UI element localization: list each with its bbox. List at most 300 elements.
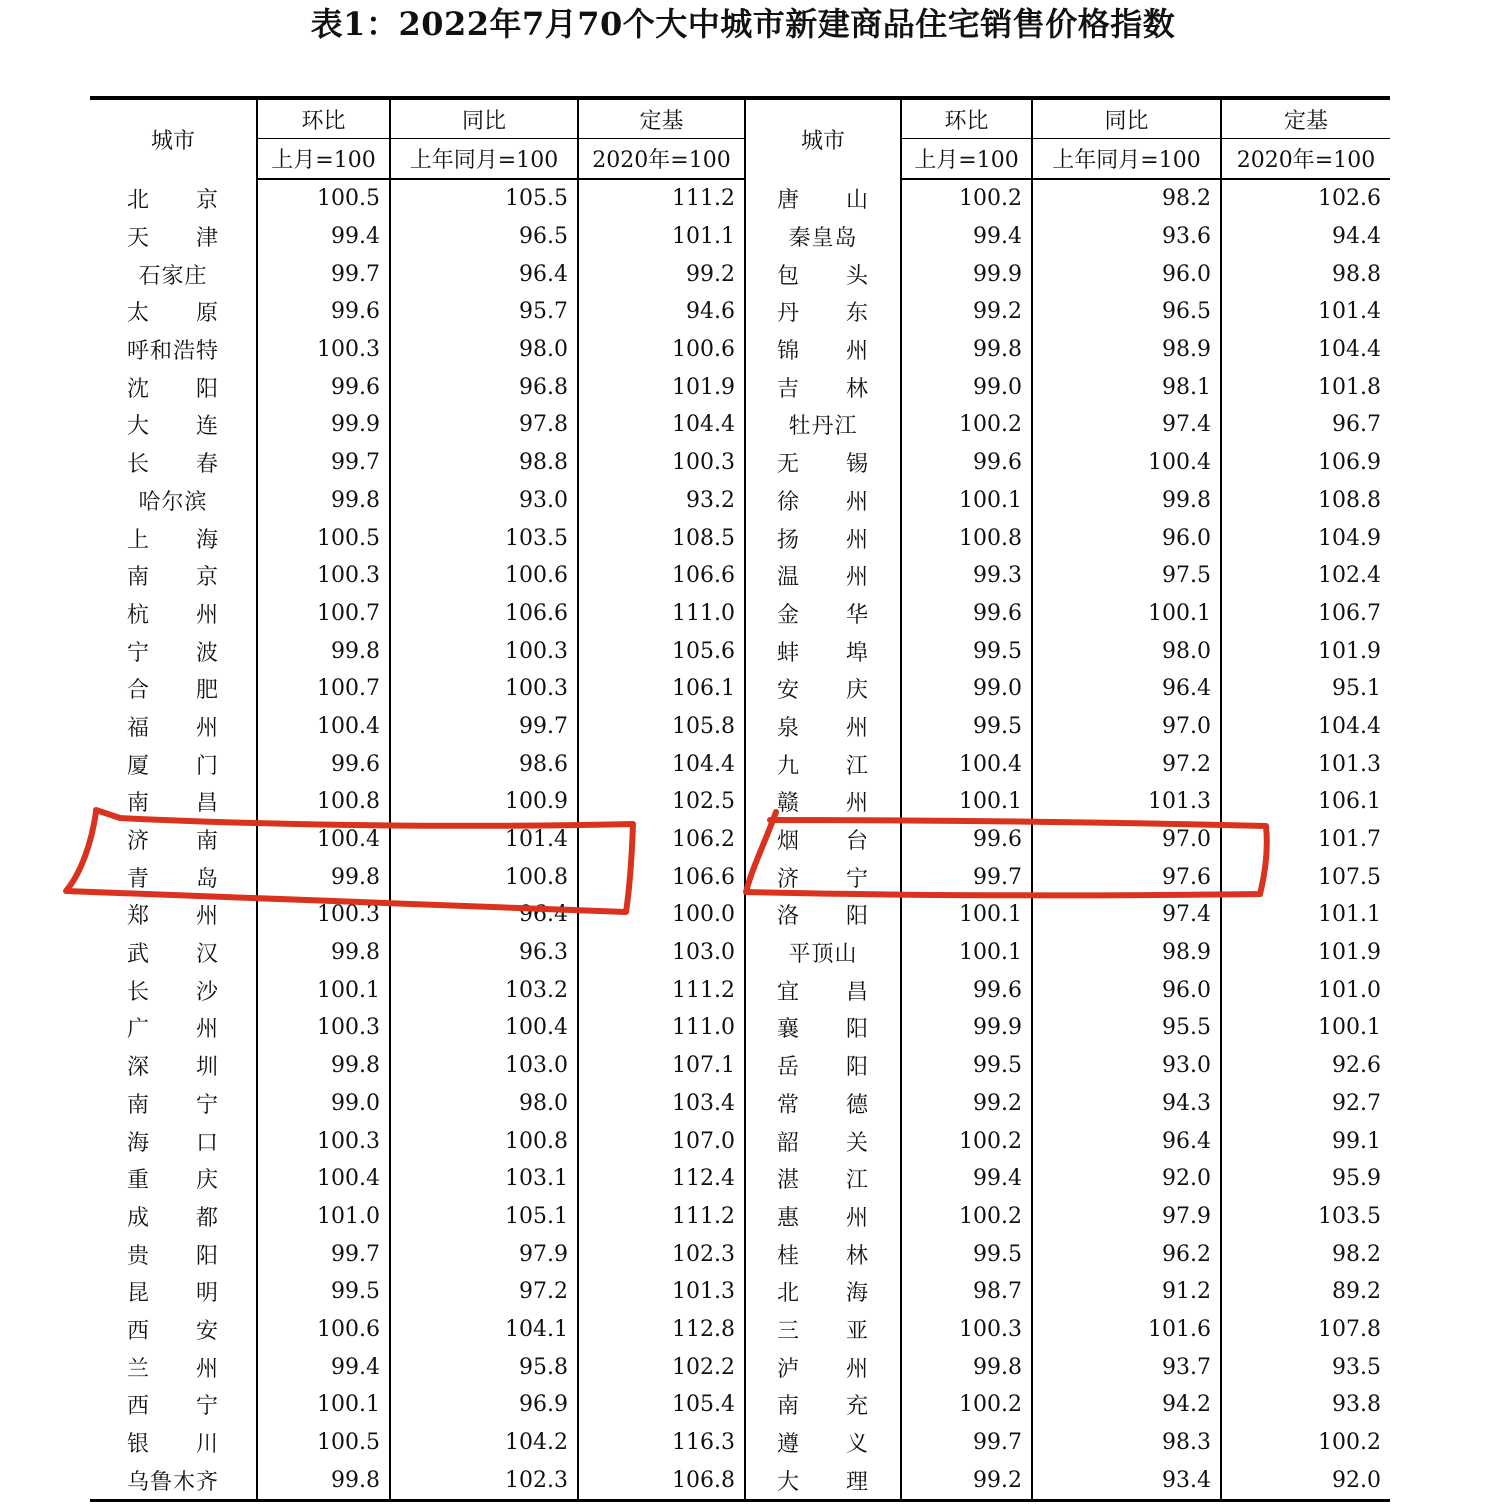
header-yoy-sub-left: 上年同月=100 [390, 139, 578, 180]
header-fixed-left: 定基 [578, 98, 745, 139]
left-yoy-cell: 96.3 [390, 934, 578, 972]
left-yoy-cell: 97.9 [390, 1235, 578, 1273]
left-yoy-cell: 96.4 [390, 896, 578, 934]
right-mom-cell: 99.5 [901, 708, 1032, 746]
left-fixed-cell: 105.8 [578, 708, 745, 746]
right-city-cell: 安 庆 [745, 670, 901, 708]
left-yoy-cell: 106.6 [390, 595, 578, 633]
table-row [90, 255, 1390, 293]
right-yoy-cell: 97.4 [1032, 406, 1221, 444]
left-fixed-cell: 112.4 [578, 1160, 745, 1198]
right-fixed-cell: 95.1 [1332, 676, 1381, 702]
left-yoy-cell: 98.0 [390, 331, 578, 369]
left-yoy-cell: 103.1 [390, 1160, 578, 1198]
left-yoy-cell: 100.3 [390, 670, 578, 708]
right-fixed-cell: 101.9 [1318, 940, 1381, 966]
right-fixed-cell: 107.8 [1318, 1316, 1381, 1342]
left-city-cell: 长 春 [90, 444, 257, 482]
left-fixed-cell: 104.4 [578, 745, 745, 783]
left-mom-cell: 99.9 [257, 406, 390, 444]
right-city-cell: 丹 东 [745, 293, 901, 331]
left-yoy-cell: 98.0 [390, 1085, 578, 1123]
table-row [90, 1386, 1390, 1424]
right-city-cell: 九 江 [745, 745, 901, 783]
table-row [90, 293, 1390, 331]
left-city-cell: 银 川 [90, 1424, 257, 1462]
right-mom-cell: 99.6 [901, 444, 1032, 482]
right-mom-cell: 98.7 [901, 1273, 1032, 1311]
left-fixed-cell: 111.2 [578, 971, 745, 1009]
left-mom-cell: 99.8 [257, 858, 390, 896]
left-yoy-cell: 101.4 [390, 821, 578, 859]
right-yoy-cell: 100.4 [1032, 444, 1221, 482]
left-city-cell: 济 南 [90, 821, 257, 859]
table-row [90, 1009, 1390, 1047]
left-mom-cell: 99.5 [257, 1273, 390, 1311]
table-row [90, 331, 1390, 369]
left-yoy-cell: 100.4 [390, 1009, 578, 1047]
right-yoy-cell: 96.0 [1032, 255, 1221, 293]
right-city-cell: 蚌 埠 [745, 632, 901, 670]
left-city-cell: 呼和浩特 [90, 331, 257, 369]
table-row [90, 1311, 1390, 1349]
left-mom-cell: 99.0 [257, 1085, 390, 1123]
right-fixed-cell: 94.4 [1332, 224, 1381, 250]
left-city-cell: 杭 州 [90, 595, 257, 633]
right-fixed-cell: 108.8 [1318, 487, 1381, 513]
left-yoy-cell: 105.5 [390, 179, 578, 218]
left-fixed-cell: 103.0 [578, 934, 745, 972]
header-city-right: 城市 [745, 98, 901, 179]
right-city-cell: 泸 州 [745, 1348, 901, 1386]
right-yoy-cell: 96.2 [1032, 1235, 1221, 1273]
left-fixed-cell: 105.6 [578, 632, 745, 670]
right-fixed-cell: 92.0 [1332, 1467, 1381, 1493]
right-yoy-cell: 93.0 [1032, 1047, 1221, 1085]
right-city-cell: 南 充 [745, 1386, 901, 1424]
left-city-cell: 南 京 [90, 557, 257, 595]
left-mom-cell: 99.7 [257, 255, 390, 293]
right-fixed-cell: 89.2 [1332, 1279, 1381, 1305]
right-city-cell: 常 德 [745, 1085, 901, 1123]
right-fixed-cell: 101.0 [1318, 977, 1381, 1003]
right-mom-cell: 99.6 [901, 821, 1032, 859]
left-city-cell: 大 连 [90, 406, 257, 444]
left-mom-cell: 100.3 [257, 331, 390, 369]
right-mom-cell: 99.7 [901, 858, 1032, 896]
right-fixed-cell: 102.6 [1318, 186, 1381, 212]
right-city-cell: 三 亚 [745, 1311, 901, 1349]
table-row [90, 368, 1390, 406]
right-city-cell: 金 华 [745, 595, 901, 633]
right-city-cell: 吉 林 [745, 368, 901, 406]
left-fixed-cell: 107.0 [578, 1122, 745, 1160]
right-city-cell: 包 头 [745, 255, 901, 293]
left-city-cell: 昆 明 [90, 1273, 257, 1311]
header-mom-sub-right: 上月=100 [901, 139, 1032, 180]
right-fixed-cell: 92.6 [1332, 1053, 1381, 1079]
left-city-cell: 广 州 [90, 1009, 257, 1047]
right-yoy-cell: 101.6 [1032, 1311, 1221, 1349]
left-yoy-cell: 104.1 [390, 1311, 578, 1349]
left-city-cell: 宁 波 [90, 632, 257, 670]
right-yoy-cell: 96.0 [1032, 519, 1221, 557]
left-city-cell: 青 岛 [90, 858, 257, 896]
right-fixed-cell: 103.5 [1318, 1203, 1381, 1229]
left-fixed-cell: 106.1 [578, 670, 745, 708]
right-yoy-cell: 98.2 [1032, 179, 1221, 218]
left-yoy-cell: 100.8 [390, 1122, 578, 1160]
table-row [90, 971, 1390, 1009]
right-city-cell: 济 宁 [745, 858, 901, 896]
table-row [90, 1235, 1390, 1273]
right-fixed-cell: 106.1 [1318, 789, 1381, 815]
left-fixed-cell: 101.1 [578, 218, 745, 256]
left-city-cell: 南 宁 [90, 1085, 257, 1123]
header-mom-left: 环比 [257, 98, 390, 139]
left-fixed-cell: 106.6 [578, 858, 745, 896]
right-yoy-cell: 95.5 [1032, 1009, 1221, 1047]
left-city-cell: 长 沙 [90, 971, 257, 1009]
left-yoy-cell: 93.0 [390, 482, 578, 520]
right-mom-cell: 100.1 [901, 482, 1032, 520]
left-yoy-cell: 103.2 [390, 971, 578, 1009]
left-mom-cell: 100.5 [257, 179, 390, 218]
left-mom-cell: 99.8 [257, 1047, 390, 1085]
left-city-cell: 上 海 [90, 519, 257, 557]
table-row [90, 1122, 1390, 1160]
table-row [90, 179, 1390, 218]
left-city-cell: 深 圳 [90, 1047, 257, 1085]
right-yoy-cell: 98.1 [1032, 368, 1221, 406]
table-row [90, 896, 1390, 934]
right-mom-cell: 99.5 [901, 632, 1032, 670]
right-fixed-cell: 101.3 [1318, 751, 1381, 777]
left-fixed-cell: 112.8 [578, 1311, 745, 1349]
left-mom-cell: 100.7 [257, 670, 390, 708]
right-yoy-cell: 96.4 [1032, 670, 1221, 708]
right-fixed-cell: 107.5 [1318, 864, 1381, 890]
right-city-cell: 湛 江 [745, 1160, 901, 1198]
right-yoy-cell: 97.4 [1032, 896, 1221, 934]
right-city-cell: 秦皇岛 [745, 218, 901, 256]
right-mom-cell: 100.3 [901, 1311, 1032, 1349]
left-fixed-cell: 104.4 [578, 406, 745, 444]
table-row [90, 745, 1390, 783]
table-row [90, 1047, 1390, 1085]
left-city-cell: 成 都 [90, 1198, 257, 1236]
table-row [90, 1424, 1390, 1462]
right-mom-cell: 99.6 [901, 971, 1032, 1009]
right-city-cell: 温 州 [745, 557, 901, 595]
left-fixed-cell: 99.2 [578, 255, 745, 293]
left-mom-cell: 100.5 [257, 1424, 390, 1462]
left-mom-cell: 99.4 [257, 1348, 390, 1386]
right-city-cell: 北 海 [745, 1273, 901, 1311]
table-row [90, 708, 1390, 746]
table-row [90, 670, 1390, 708]
right-yoy-cell: 99.8 [1032, 482, 1221, 520]
right-fixed-cell: 101.4 [1318, 299, 1381, 325]
right-yoy-cell: 96.5 [1032, 293, 1221, 331]
left-yoy-cell: 100.3 [390, 632, 578, 670]
left-yoy-cell: 97.2 [390, 1273, 578, 1311]
right-yoy-cell: 93.4 [1032, 1461, 1221, 1500]
left-mom-cell: 100.4 [257, 708, 390, 746]
left-mom-cell: 100.8 [257, 783, 390, 821]
table-row [90, 1198, 1390, 1236]
right-yoy-cell: 97.6 [1032, 858, 1221, 896]
right-mom-cell: 100.8 [901, 519, 1032, 557]
left-yoy-cell: 105.1 [390, 1198, 578, 1236]
left-city-cell: 太 原 [90, 293, 257, 331]
header-mom-sub-left: 上月=100 [257, 139, 390, 180]
left-mom-cell: 100.1 [257, 1386, 390, 1424]
right-fixed-cell: 93.8 [1332, 1392, 1381, 1418]
left-city-cell: 南 昌 [90, 783, 257, 821]
left-fixed-cell: 93.2 [578, 482, 745, 520]
table-row [90, 557, 1390, 595]
right-city-cell: 惠 州 [745, 1198, 901, 1236]
table-row [90, 406, 1390, 444]
right-mom-cell: 99.3 [901, 557, 1032, 595]
left-fixed-cell: 100.3 [578, 444, 745, 482]
table-row [90, 1348, 1390, 1386]
left-mom-cell: 100.3 [257, 896, 390, 934]
left-fixed-cell: 100.0 [578, 896, 745, 934]
left-fixed-cell: 111.0 [578, 595, 745, 633]
left-yoy-cell: 96.4 [390, 255, 578, 293]
header-yoy-sub-right: 上年同月=100 [1032, 139, 1221, 180]
right-city-cell: 徐 州 [745, 482, 901, 520]
left-city-cell: 天 津 [90, 218, 257, 256]
left-mom-cell: 99.6 [257, 368, 390, 406]
left-mom-cell: 99.4 [257, 218, 390, 256]
left-city-cell: 西 宁 [90, 1386, 257, 1424]
table-row [90, 482, 1390, 520]
left-mom-cell: 99.8 [257, 934, 390, 972]
right-yoy-cell: 101.3 [1032, 783, 1221, 821]
left-fixed-cell: 94.6 [578, 293, 745, 331]
right-fixed-cell: 101.1 [1318, 902, 1381, 928]
table-row [90, 218, 1390, 256]
table-row [90, 1273, 1390, 1311]
right-mom-cell: 100.2 [901, 1122, 1032, 1160]
right-city-cell: 大 理 [745, 1461, 901, 1500]
left-city-cell: 西 安 [90, 1311, 257, 1349]
table-row [90, 444, 1390, 482]
left-mom-cell: 100.7 [257, 595, 390, 633]
table-row [90, 519, 1390, 557]
table-row [90, 783, 1390, 821]
right-fixed-cell: 104.4 [1318, 713, 1381, 739]
right-mom-cell: 100.2 [901, 179, 1032, 218]
right-yoy-cell: 100.1 [1032, 595, 1221, 633]
left-city-cell: 海 口 [90, 1122, 257, 1160]
table-header [90, 98, 1390, 179]
left-fixed-cell: 106.2 [578, 821, 745, 859]
left-mom-cell: 99.8 [257, 1461, 390, 1500]
table-row [90, 934, 1390, 972]
right-mom-cell: 99.5 [901, 1235, 1032, 1273]
right-city-cell: 桂 林 [745, 1235, 901, 1273]
header-yoy-left: 同比 [390, 98, 578, 139]
left-city-cell: 北 京 [90, 179, 257, 218]
left-mom-cell: 100.3 [257, 1009, 390, 1047]
right-mom-cell: 99.5 [901, 1047, 1032, 1085]
right-city-cell: 洛 阳 [745, 896, 901, 934]
right-fixed-cell: 92.7 [1332, 1090, 1381, 1116]
left-yoy-cell: 97.8 [390, 406, 578, 444]
left-yoy-cell: 100.9 [390, 783, 578, 821]
header-mom-right: 环比 [901, 98, 1032, 139]
left-fixed-cell: 101.9 [578, 368, 745, 406]
table-row [90, 821, 1390, 859]
left-fixed-cell: 111.0 [578, 1009, 745, 1047]
right-yoy-cell: 98.0 [1032, 632, 1221, 670]
left-yoy-cell: 95.7 [390, 293, 578, 331]
left-yoy-cell: 96.8 [390, 368, 578, 406]
table-body [90, 179, 1390, 1501]
left-fixed-cell: 111.2 [578, 179, 745, 218]
left-fixed-cell: 100.6 [578, 331, 745, 369]
left-yoy-cell: 96.5 [390, 218, 578, 256]
right-yoy-cell: 93.6 [1032, 218, 1221, 256]
right-mom-cell: 99.9 [901, 255, 1032, 293]
left-mom-cell: 100.1 [257, 971, 390, 1009]
right-mom-cell: 99.8 [901, 1348, 1032, 1386]
right-city-cell: 遵 义 [745, 1424, 901, 1462]
left-mom-cell: 100.3 [257, 557, 390, 595]
left-fixed-cell: 108.5 [578, 519, 745, 557]
right-city-cell: 平顶山 [745, 934, 901, 972]
right-city-cell: 扬 州 [745, 519, 901, 557]
left-yoy-cell: 98.8 [390, 444, 578, 482]
header-fixed-sub-left: 2020年=100 [578, 139, 745, 180]
table-row [90, 595, 1390, 633]
left-mom-cell: 99.6 [257, 745, 390, 783]
left-fixed-cell: 102.5 [578, 783, 745, 821]
right-city-cell: 韶 关 [745, 1122, 901, 1160]
left-mom-cell: 99.7 [257, 444, 390, 482]
header-city-left: 城市 [90, 98, 257, 179]
right-fixed-cell: 101.8 [1318, 374, 1381, 400]
right-fixed-cell: 104.9 [1318, 525, 1381, 551]
right-fixed-cell: 101.9 [1318, 638, 1381, 664]
left-yoy-cell: 102.3 [390, 1461, 578, 1500]
left-yoy-cell: 100.8 [390, 858, 578, 896]
left-yoy-cell: 99.7 [390, 708, 578, 746]
right-city-cell: 岳 阳 [745, 1047, 901, 1085]
right-mom-cell: 99.2 [901, 293, 1032, 331]
table-row [90, 1085, 1390, 1123]
left-fixed-cell: 102.3 [578, 1235, 745, 1273]
right-yoy-cell: 97.5 [1032, 557, 1221, 595]
table-title: 表1：2022年7月70个大中城市新建商品住宅销售价格指数 [310, 5, 1176, 43]
right-fixed-cell: 98.2 [1332, 1241, 1381, 1267]
right-fixed-cell: 98.8 [1332, 261, 1381, 287]
left-city-cell: 郑 州 [90, 896, 257, 934]
left-city-cell: 厦 门 [90, 745, 257, 783]
left-mom-cell: 100.4 [257, 821, 390, 859]
left-mom-cell: 99.8 [257, 482, 390, 520]
left-fixed-cell: 111.2 [578, 1198, 745, 1236]
right-mom-cell: 99.4 [901, 1160, 1032, 1198]
right-city-cell: 赣 州 [745, 783, 901, 821]
table-row [90, 1160, 1390, 1198]
right-city-cell: 无 锡 [745, 444, 901, 482]
right-yoy-cell: 97.9 [1032, 1198, 1221, 1236]
right-fixed-cell: 99.1 [1332, 1128, 1381, 1154]
left-mom-cell: 99.7 [257, 1235, 390, 1273]
right-yoy-cell: 96.4 [1032, 1122, 1221, 1160]
left-mom-cell: 100.5 [257, 519, 390, 557]
right-fixed-cell: 96.7 [1332, 412, 1381, 438]
left-yoy-cell: 104.2 [390, 1424, 578, 1462]
right-mom-cell: 99.4 [901, 218, 1032, 256]
right-mom-cell: 99.7 [901, 1424, 1032, 1462]
right-fixed-cell: 93.5 [1332, 1354, 1381, 1380]
left-yoy-cell: 103.5 [390, 519, 578, 557]
right-fixed-cell: 101.7 [1318, 827, 1381, 853]
right-yoy-cell: 97.0 [1032, 708, 1221, 746]
left-fixed-cell: 116.3 [578, 1424, 745, 1462]
left-yoy-cell: 98.6 [390, 745, 578, 783]
right-yoy-cell: 96.0 [1032, 971, 1221, 1009]
left-city-cell: 乌鲁木齐 [90, 1461, 257, 1500]
left-mom-cell: 99.8 [257, 632, 390, 670]
left-fixed-cell: 101.3 [578, 1273, 745, 1311]
table-row [90, 858, 1390, 896]
right-fixed-cell: 100.1 [1318, 1015, 1381, 1041]
right-city-cell: 襄 阳 [745, 1009, 901, 1047]
right-mom-cell: 100.2 [901, 1198, 1032, 1236]
right-fixed-cell: 106.7 [1318, 600, 1381, 626]
table-row [90, 1461, 1390, 1500]
right-fixed-cell: 102.4 [1318, 563, 1381, 589]
right-mom-cell: 99.2 [901, 1085, 1032, 1123]
left-city-cell: 武 汉 [90, 934, 257, 972]
right-yoy-cell: 91.2 [1032, 1273, 1221, 1311]
header-fixed-sub-right: 2020年=100 [1221, 139, 1390, 180]
left-fixed-cell: 106.6 [578, 557, 745, 595]
right-mom-cell: 100.4 [901, 745, 1032, 783]
right-yoy-cell: 98.9 [1032, 934, 1221, 972]
right-mom-cell: 100.1 [901, 896, 1032, 934]
left-city-cell: 兰 州 [90, 1348, 257, 1386]
header-fixed-right: 定基 [1221, 98, 1390, 139]
right-yoy-cell: 98.3 [1032, 1424, 1221, 1462]
right-yoy-cell: 97.2 [1032, 745, 1221, 783]
right-yoy-cell: 94.3 [1032, 1085, 1221, 1123]
right-yoy-cell: 98.9 [1032, 331, 1221, 369]
right-mom-cell: 100.2 [901, 1386, 1032, 1424]
right-yoy-cell: 93.7 [1032, 1348, 1221, 1386]
left-fixed-cell: 106.8 [578, 1461, 745, 1500]
right-fixed-cell: 100.2 [1318, 1430, 1381, 1456]
right-mom-cell: 100.1 [901, 934, 1032, 972]
left-city-cell: 福 州 [90, 708, 257, 746]
left-mom-cell: 101.0 [257, 1198, 390, 1236]
right-yoy-cell: 97.0 [1032, 821, 1221, 859]
left-city-cell: 合 肥 [90, 670, 257, 708]
left-fixed-cell: 105.4 [578, 1386, 745, 1424]
left-mom-cell: 100.6 [257, 1311, 390, 1349]
left-mom-cell: 100.4 [257, 1160, 390, 1198]
right-city-cell: 宜 昌 [745, 971, 901, 1009]
right-mom-cell: 99.0 [901, 670, 1032, 708]
left-mom-cell: 99.6 [257, 293, 390, 331]
